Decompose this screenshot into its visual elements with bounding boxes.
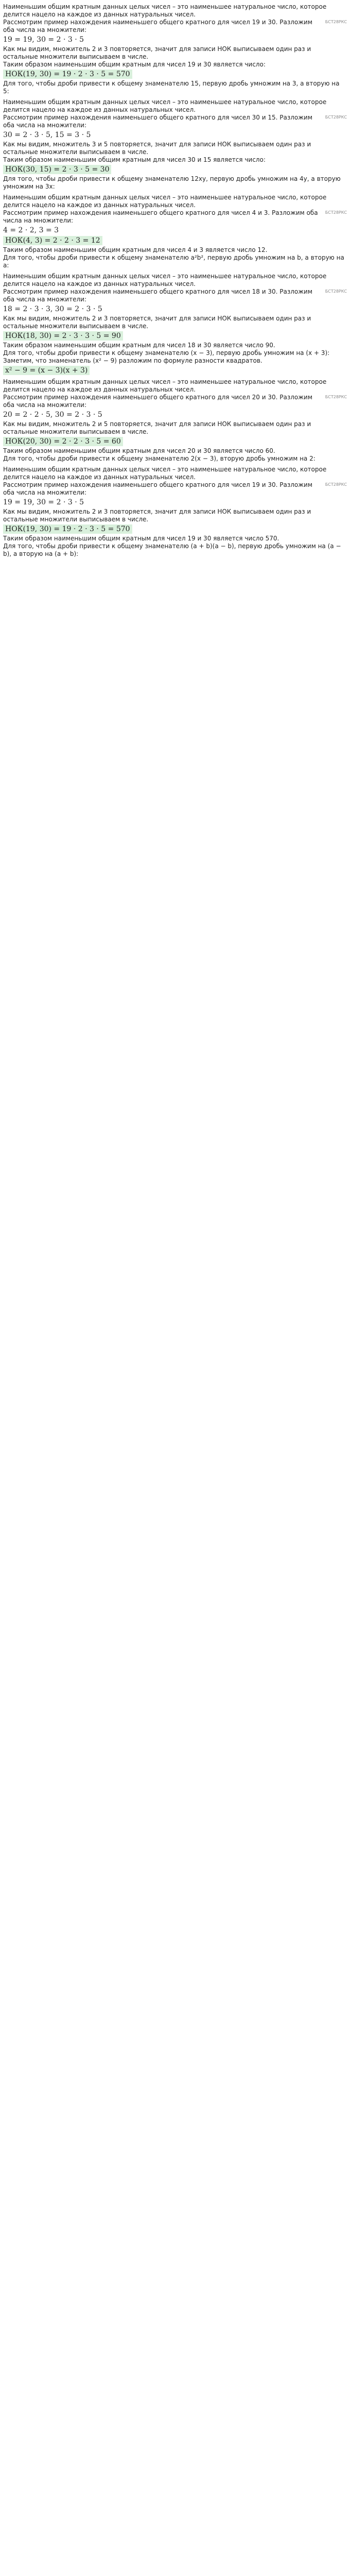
paragraph: Наименьшим общим кратным данных целых чисел – это наименьшее натуральное число, которое делится нацело на каждое из данных натуральных чисел. [3,273,327,287]
section-block [3,194,347,269]
paragraph: Для того, чтобы дроби привести к общему знаменателю 2(x − 3), вторую дробь умножим на 2: [3,455,316,462]
math-line [3,236,347,245]
math-line [3,366,347,375]
ref-tag: БСТ28РКС [325,395,347,399]
paragraph: Таким образом наименьшим общим кратным для чисел 18 и 30 является число 90. [3,342,275,349]
ref-tag: БСТ28РКС [325,289,347,294]
ref-tag: БСТ28РКС [325,482,347,487]
section-block [3,378,347,463]
paragraph: Таким образом наименьшим общим кратным для чисел 30 и 15 является число: [3,156,266,163]
paragraph: Для того, чтобы дроби привести к общему знаменателю 15, первую дробь умножим на 3, а вторую на 5: [3,80,340,95]
paragraph: Таким образом наименьшим общим кратным для чисел 19 и 30 является число 570. [3,535,279,542]
section-block [3,98,347,191]
section-block [3,466,347,558]
math-line [3,70,347,79]
math-line: 19 = 19, 30 = 2 · 3 · 5 [3,498,84,506]
paragraph: Как мы видим, множитель 2 и 3 повторяется, значит для записи НОК выписываем один раз и остальные множители выписываем в числе. [3,508,311,523]
ref-tag: БСТ28РКС [325,115,347,120]
math-line: 30 = 2 · 3 · 5, 15 = 3 · 5 [3,131,91,139]
paragraph: Как мы видим, множитель 3 и 5 повторяется, значит для записи НОК выписываем один раз и остальные множители выписываем в числе. [3,141,311,156]
ref-tag: БСТ28РКС [325,210,347,215]
paragraph: Как мы видим, множитель 2 и 3 повторяется, значит для записи НОК выписываем один раз и остальные множители выписываем в числе. [3,315,311,330]
section-block [3,3,347,95]
paragraph: Таким образом наименьшим общим кратным для чисел 4 и 3 является число 12. [3,246,268,253]
highlighted-formula: НОК(30, 15) = 2 · 3 · 5 = 30 [3,165,111,174]
math-line [3,524,347,534]
paragraph: Наименьшим общим кратным данных целых чисел – это наименьшее натуральное число, которое делится нацело на каждое из данных натуральных чисел. [3,194,327,209]
highlighted-formula: НОК(20, 30) = 2 · 2 · 3 · 5 = 60 [3,437,123,446]
highlighted-formula: НОК(19, 30) = 19 · 2 · 3 · 5 = 570 [3,524,132,534]
paragraph: Рассмотрим пример нахождения наименьшего общего кратного для чисел 4 и 3. Разложим оба числа на множители: [3,209,318,224]
paragraph: Наименьшим общим кратным данных целых чисел – это наименьшее натуральное число, которое делится нацело на каждое из данных натуральных чисел. [3,466,327,481]
highlighted-formula: НОК(4, 3) = 2 · 2 · 3 = 12 [3,236,102,245]
paragraph: Для того, чтобы дроби привести к общему знаменателю 12xy, первую дробь умножим на 4y, а вторую умножим на 3x: [3,175,341,190]
paragraph: Как мы видим, множитель 2 и 3 повторяется, значит для записи НОК выписываем один раз и остальные множители выписываем в числе. [3,45,311,60]
paragraph: Заметим, что знаменатель (x² − 9) разложим по формуле разности квадратов. [3,357,262,364]
highlighted-formula: НОК(18, 30) = 2 · 3 · 3 · 5 = 90 [3,331,123,341]
paragraph: Рассмотрим пример нахождения наименьшего общего кратного для чисел 18 и 30. Разложим оба числа на множители: [3,288,312,303]
paragraph: Рассмотрим пример нахождения наименьшего общего кратного для чисел 19 и 30. Разложим оба числа на множители: [3,19,312,33]
paragraph: Таким образом наименьшим общим кратным для чисел 19 и 30 является число: [3,61,266,68]
math-line [3,331,347,341]
math-line [3,165,347,174]
math-line: 18 = 2 · 3 · 3, 30 = 2 · 3 · 5 [3,305,102,313]
math-line: 20 = 2 · 2 · 5, 30 = 2 · 3 · 5 [3,411,102,419]
paragraph: Для того, чтобы дроби привести к общему знаменателю a²b², первую дробь умножим на b, а вторую на a: [3,254,344,269]
paragraph: Рассмотрим пример нахождения наименьшего общего кратного для чисел 30 и 15. Разложим оба числа на множители: [3,114,312,129]
paragraph: Для того, чтобы дроби привести к общему знаменателю (x − 3), первую дробь умножим на (x + 3): [3,349,330,357]
math-line: 4 = 2 · 2, 3 = 3 [3,226,59,234]
paragraph: Для того, чтобы дроби привести к общему знаменателю (a + b)(a − b), первую дробь умножим на (a − b), а вторую на (a + b): [3,543,341,557]
highlighted-formula: НОК(19, 30) = 19 · 2 · 3 · 5 = 570 [3,70,132,79]
paragraph: Наименьшим общим кратным данных целых чисел – это наименьшее натуральное число, которое делится нацело на каждое из данных натуральных чисел. [3,3,327,18]
paragraph: Рассмотрим пример нахождения наименьшего общего кратного для чисел 19 и 30. Разложим оба числа на множители: [3,481,312,496]
highlighted-formula: x² − 9 = (x − 3)(x + 3) [3,366,90,375]
math-line: 19 = 19, 30 = 2 · 3 · 5 [3,36,84,44]
paragraph: Наименьшим общим кратным данных целых чисел – это наименьшее натуральное число, которое делится нацело на каждое из данных натуральных чисел. [3,378,327,393]
math-line [3,437,347,446]
ref-tag: БСТ28РКС [325,20,347,24]
paragraph: Таким образом наименьшим общим кратным для чисел 20 и 30 является число 60. [3,447,275,454]
paragraph: Наименьшим общим кратным данных целых чисел – это наименьшее натуральное число, которое делится нацело на каждое из данных натуральных чисел. [3,98,327,113]
paragraph: Рассмотрим пример нахождения наименьшего общего кратного для чисел 20 и 30. Разложим оба числа на множители: [3,394,312,409]
paragraph: Как мы видим, множитель 2 и 5 повторяется, значит для записи НОК выписываем один раз и остальные множители выписываем в числе. [3,420,311,435]
section-block [3,273,347,375]
